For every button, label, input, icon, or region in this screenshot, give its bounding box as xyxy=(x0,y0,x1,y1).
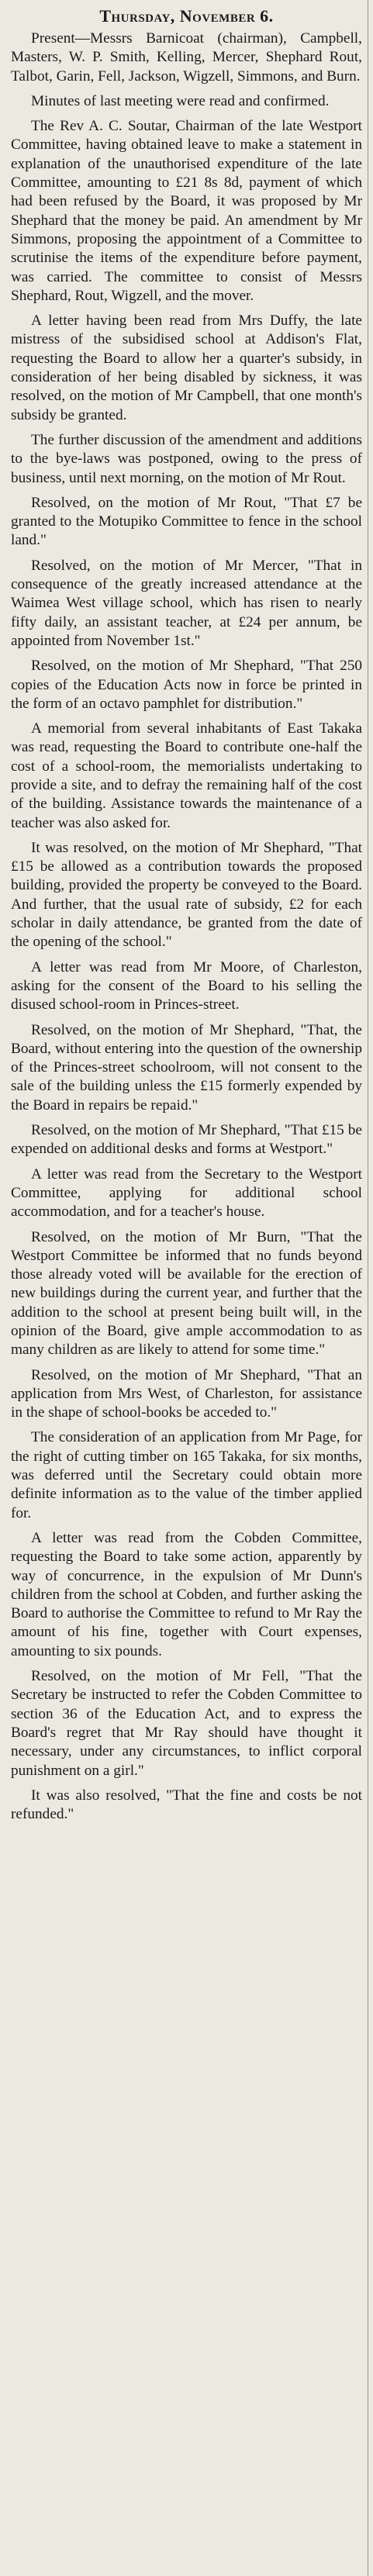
paragraph-minutes: Minutes of last meeting were read and confirmed. xyxy=(31,92,330,109)
paragraph-present: Present—Messrs Barnicoat (chairman), Campbell, Masters, W. P. Smith, Kelling, Mercer, Shephard Rout, Talbot, Garin, Fell, Jackson, Wigzell, Simmons, and Burn. xyxy=(11,30,362,85)
paragraph-westport-expenditure: The Rev A. C. Soutar, Chairman of the late Westport Committee, having obtained leave to make a statement in explanation of the unauthorised expenditure of the late Committee, amounting to £21 8s 8d, payment of which had been refused by the Board, it was proposed by Mr Shephard that the money be paid. An amendment by Mr Simmons, proposing the appointment of a Committee to scrutinise the items of the expenditure before payment, was carried. The committee to consist of Messrs Shephard, Rout, Wigzell, and the mover. xyxy=(11,118,362,304)
paragraph-education-acts: Resolved, on the motion of Mr Shephard, "That 250 copies of the Education Acts now in force be printed in the form of an octavo pamphlet for distribution." xyxy=(11,658,362,712)
paragraph-westport-resolution: Resolved, on the motion of Mr Burn, "That the Westport Committee be informed that no funds beyond those already voted will be available for the erection of new buildings during the current year, and further that the addition to the school at present being built will, in the opinion of the Board, give ample accommodation to as many children as are likely to attend for some time." xyxy=(11,1228,362,1359)
paragraph-east-takaka-memorial: A memorial from several inhabitants of East Takaka was read, requesting the Board to contribute one-half the cost of a school-room, the memorialists undertaking to provide a site, and to defray the remaining half of the cost of the building. Assistance towards the maintenance of a teacher was also asked for. xyxy=(11,720,362,831)
paragraph-bye-laws: The further discussion of the amendment and additions to the bye-laws was postponed, owing to the press of business, until next morning, on the motion of Mr Rout. xyxy=(11,431,362,486)
paragraph-east-takaka-resolution: It was resolved, on the motion of Mr Shephard, "That £15 be allowed as a contribution towards the proposed building, provided the property be conveyed to the Board. And further, that the usual rate of subsidy, £2 for each scholar in daily attendance, be granted from the date of the opening of the school." xyxy=(11,839,362,951)
paragraph-fine-costs: It was also resolved, "That the fine and costs be not refunded." xyxy=(11,1787,362,1823)
paragraph-cobden-letter: A letter was read from the Cobden Committee, requesting the Board to take some action, apparently by way of concurrence, in the expulsion of Mr Dunn's children from the school at Cobden, and further asking the Board to authorise the Committee to refund to Mr Ray the amount of his fine, together with Court expenses, amounting to six pounds. xyxy=(11,1529,362,1659)
paragraph-westport-letter: A letter was read from the Secretary to the Westport Committee, applying for additional school accommodation, and for a teacher's house. xyxy=(11,1165,362,1221)
paragraph-waimea-west: Resolved, on the motion of Mr Mercer, "That in consequence of the greatly increased attendance at the Waimea West village school, which has risen to nearly fifty daily, an assistant teacher, at £24 per annum, be appointed from November 1st." xyxy=(11,557,362,649)
article-body xyxy=(11,29,362,1824)
paragraph-mrs-west: Resolved, on the motion of Mr Shephard, "That an application from Mrs West, of Charleston, for assistance in the shape of school-books be acceded to." xyxy=(11,1366,362,1421)
paragraph-duffy-letter: A letter having been read from Mrs Duffy, the late mistress of the subsidised school at Addison's Flat, requesting the Board to allow her a quarter's subsidy, in consideration of her being disabled by sickness, it was resolved, on the motion of Mr Campbell, that one month's subsidy be granted. xyxy=(11,313,362,423)
paragraph-motupiko: Resolved, on the motion of Mr Rout, "That £7 be granted to the Motupiko Committee to fence in the school land." xyxy=(11,494,362,549)
paragraph-cobden-resolution: Resolved, on the motion of Mr Fell, "That the Secretary be instructed to refer the Cobden Committee to section 36 of the Education Act, and to express the Board's regret that Mr Ray should have thought it necessary, under any circumstances, to inflict corporal punishment on a girl." xyxy=(11,1668,362,1779)
paragraph-moore-letter: A letter was read from Mr Moore, of Charleston, asking for the consent of the Board to his selling the disused school-room in Princes-street. xyxy=(11,958,362,1013)
paragraph-princes-street: Resolved, on the motion of Mr Shephard, "That, the Board, without entering into the question of the ownership of the Princes-street schoolroom, will not consent to the sale of the building unless the £15 formerly expended by the Board in repairs be repaid." xyxy=(11,1021,362,1114)
article-heading: Thursday, November 6. xyxy=(99,6,274,26)
paragraph-page-timber: The consideration of an application from Mr Page, for the right of cutting timber on 165 Takaka, for six months, was deferred until the Secretary could obtain more definite information as to the value of the timber applied for. xyxy=(11,1429,362,1521)
paragraph-westport-desks: Resolved, on the motion of Mr Shephard, "That £15 be expended on additional desks and forms at Westport." xyxy=(11,1122,362,1158)
